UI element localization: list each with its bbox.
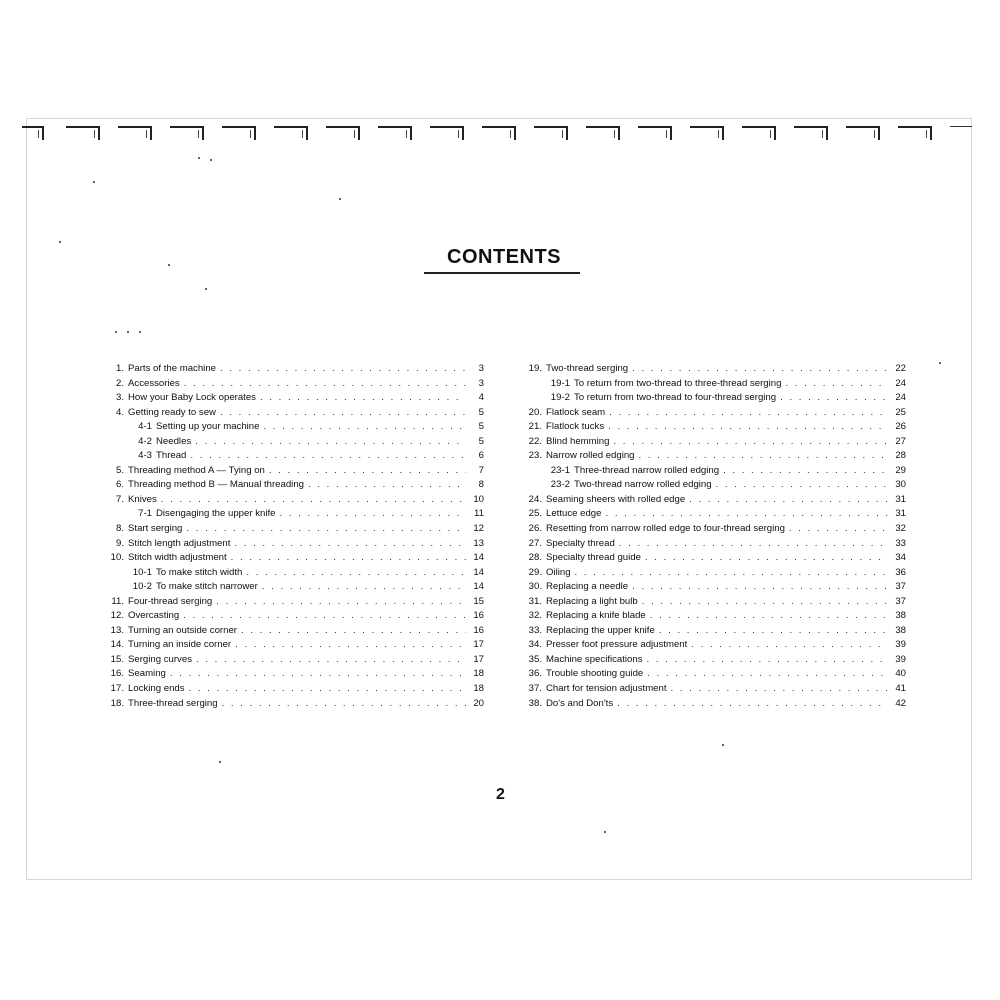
toc-entry-label: Locking ends	[128, 683, 185, 695]
toc-entry	[522, 595, 906, 610]
toc-entry-label: Turning an outside corner	[128, 624, 237, 636]
toc-entry-number: 3.	[115, 392, 124, 404]
binding-ring	[586, 126, 620, 140]
toc-entry-number: 35.	[528, 653, 542, 665]
toc-entry-page: 5	[478, 406, 484, 418]
dot-leader	[186, 522, 466, 537]
scan-speck	[198, 157, 200, 159]
toc-entry	[522, 653, 906, 668]
dot-leader	[260, 391, 466, 406]
dot-leader	[642, 595, 888, 610]
toc-entry-page: 32	[895, 523, 906, 535]
dot-leader	[222, 697, 466, 712]
dot-leader	[235, 638, 466, 653]
toc-entry-number: 10.	[110, 552, 124, 564]
toc-entry-label: To make stitch narrower	[156, 581, 258, 593]
toc-entry-page: 24	[895, 392, 906, 404]
toc-entry-page: 26	[895, 421, 906, 433]
toc-entry-page: 10	[473, 493, 484, 505]
toc-entry	[522, 624, 906, 639]
toc-entry-label: Three-thread narrow rolled edging	[574, 464, 720, 476]
toc-entry	[104, 595, 484, 610]
binding-ring	[846, 126, 880, 140]
toc-entry-number: 29.	[528, 566, 542, 578]
toc-entry-page: 16	[473, 610, 484, 622]
toc-right-column	[522, 362, 906, 711]
dot-leader	[723, 464, 888, 479]
dot-leader	[780, 391, 888, 406]
toc-entry-label: Getting ready to sew	[128, 406, 216, 418]
toc-entry	[104, 435, 484, 450]
toc-entry-number: 6.	[115, 479, 124, 491]
spiral-binding	[0, 126, 1000, 146]
toc-entry-number: 16.	[110, 668, 124, 680]
toc-entry-label: Seaming	[128, 668, 166, 680]
toc-entry-label: Replacing a light bulb	[546, 595, 638, 607]
scan-speck	[604, 831, 606, 833]
toc-entry	[104, 420, 484, 435]
binding-ring	[118, 126, 152, 140]
toc-entry	[104, 493, 484, 508]
toc-entry	[104, 507, 484, 522]
title-underline	[424, 272, 580, 274]
toc-entry-label: Lettuce edge	[546, 508, 602, 520]
toc-entry-label: Seaming sheers with rolled edge	[546, 493, 686, 505]
toc-entry-label: Replacing a needle	[546, 581, 629, 593]
toc-entry-label: Setting up your machine	[156, 421, 260, 433]
toc-entry-number: 19-1	[550, 377, 570, 389]
toc-entry-number: 4.	[115, 406, 124, 418]
toc-entry-page: 39	[895, 653, 906, 665]
dot-leader	[170, 667, 466, 682]
toc-left-column	[104, 362, 484, 711]
toc-entry	[522, 537, 906, 552]
toc-entry-label: Three-thread serging	[128, 697, 218, 709]
toc-entry	[104, 464, 484, 479]
toc-entry-number: 33.	[528, 624, 542, 636]
dot-leader	[195, 435, 466, 450]
toc-entry-page: 7	[478, 464, 484, 476]
dot-leader	[647, 667, 888, 682]
toc-entry-label: Oiling	[546, 566, 571, 578]
toc-entry	[104, 682, 484, 697]
dot-leader	[184, 377, 466, 392]
dot-leader	[189, 682, 466, 697]
toc-entry-number: 13.	[110, 624, 124, 636]
dot-leader	[639, 449, 888, 464]
toc-entry	[104, 566, 484, 581]
toc-entry-number: 34.	[528, 639, 542, 651]
toc-entry-label: Replacing a knife blade	[546, 610, 646, 622]
toc-entry-label: Serging curves	[128, 653, 192, 665]
toc-entry-page: 4	[478, 392, 484, 404]
toc-entry-label: Replacing the upper knife	[546, 624, 655, 636]
dot-leader	[263, 420, 466, 435]
binding-ring	[326, 126, 360, 140]
scan-speck	[219, 761, 221, 763]
toc-entry-label: Disengaging the upper knife	[156, 508, 276, 520]
toc-entry	[522, 435, 906, 450]
toc-entry-page: 29	[895, 464, 906, 476]
toc-entry-page: 37	[895, 581, 906, 593]
dot-leader	[575, 566, 888, 581]
dot-leader	[605, 507, 888, 522]
toc-entry	[522, 667, 906, 682]
dot-leader	[246, 566, 466, 581]
toc-entry-number: 12.	[110, 610, 124, 622]
toc-entry-label: Stitch width adjustment	[128, 552, 227, 564]
toc-entry-page: 27	[895, 435, 906, 447]
toc-entry-page: 30	[895, 479, 906, 491]
toc-entry-page: 39	[895, 639, 906, 651]
binding-ring	[638, 126, 672, 140]
toc-entry-page: 36	[895, 566, 906, 578]
toc-entry-number: 4-3	[138, 450, 152, 462]
toc-entry	[104, 362, 484, 377]
toc-entry-page: 13	[473, 537, 484, 549]
toc-entry-label: Blind hemming	[546, 435, 610, 447]
toc-entry-number: 27.	[528, 537, 542, 549]
toc-entry-page: 31	[895, 493, 906, 505]
toc-entry	[104, 406, 484, 421]
toc-entry-page: 14	[473, 552, 484, 564]
dot-leader	[617, 697, 888, 712]
dot-leader	[645, 551, 888, 566]
scan-speck	[210, 159, 212, 161]
dot-leader	[609, 406, 888, 421]
toc-entry-number: 8.	[115, 523, 124, 535]
toc-entry-label: Specialty thread guide	[546, 552, 641, 564]
toc-entry-label: Threading method A — Tying on	[128, 464, 265, 476]
toc-entry-page: 5	[478, 421, 484, 433]
dot-leader	[691, 638, 888, 653]
toc-entry-number: 7-1	[138, 508, 152, 520]
toc-entry-number: 23-2	[550, 479, 570, 491]
toc-entry-number: 36.	[528, 668, 542, 680]
toc-entry-number: 21.	[528, 421, 542, 433]
dot-leader	[279, 507, 466, 522]
toc-entry-label: Narrow rolled edging	[546, 450, 635, 462]
dot-leader	[659, 624, 888, 639]
toc-entry-page: 22	[895, 363, 906, 374]
dot-leader	[161, 493, 466, 508]
toc-entry-number: 15.	[110, 653, 124, 665]
toc-entry	[104, 667, 484, 682]
toc-entry-label: Overcasting	[128, 610, 180, 622]
dot-leader	[269, 464, 466, 479]
toc-entry-number: 30.	[528, 581, 542, 593]
toc-entry-label: To make stitch width	[156, 566, 243, 578]
toc-entry	[522, 638, 906, 653]
toc-entry-page: 17	[473, 639, 484, 651]
scan-speck	[722, 744, 724, 746]
toc-entry-page: 12	[473, 523, 484, 535]
toc-entry-number: 23-1	[550, 464, 570, 476]
binding-ring	[794, 126, 828, 140]
binding-ring	[742, 126, 776, 140]
toc-entry-page: 16	[473, 624, 484, 636]
toc-entry	[522, 449, 906, 464]
binding-ring	[482, 126, 516, 140]
toc-entry-number: 19-2	[550, 392, 570, 404]
toc-entry-page: 14	[473, 566, 484, 578]
binding-ring	[898, 126, 932, 140]
toc-entry-page: 11	[474, 508, 484, 520]
scan-speck	[93, 181, 95, 183]
scan-speck	[205, 288, 207, 290]
toc-entry	[522, 377, 906, 392]
toc-entry-label: Flatlock seam	[546, 406, 606, 418]
dot-leader	[183, 609, 466, 624]
toc-entry-page: 17	[473, 653, 484, 665]
toc-entry-label: Two-thread narrow rolled edging	[574, 479, 712, 491]
dot-leader	[689, 493, 888, 508]
dot-leader	[608, 420, 888, 435]
dot-leader	[789, 522, 888, 537]
toc-entry-number: 25.	[528, 508, 542, 520]
toc-entry-page: 3	[478, 363, 484, 374]
scan-speck	[59, 241, 61, 243]
toc-entry-page: 20	[473, 697, 484, 709]
toc-entry-page: 3	[478, 377, 484, 389]
toc-entry-number: 28.	[528, 552, 542, 564]
toc-entry-label: Accessories	[128, 377, 180, 389]
dot-leader	[241, 624, 466, 639]
toc-entry-number: 11.	[111, 595, 124, 607]
scan-speck	[939, 362, 941, 364]
toc-entry-page: 38	[895, 624, 906, 636]
toc-entry-label: Thread	[156, 450, 187, 462]
toc-entry-page: 31	[895, 508, 906, 520]
binding-ring	[378, 126, 412, 140]
toc-entry-number: 2.	[115, 377, 124, 389]
toc-entry-label: Specialty thread	[546, 537, 615, 549]
toc-entry-page: 42	[895, 697, 906, 709]
dot-leader	[716, 478, 888, 493]
toc-entry-label: Parts of the machine	[128, 363, 216, 374]
dot-leader	[632, 362, 888, 377]
dot-leader	[613, 435, 888, 450]
toc-entry-number: 5.	[115, 464, 124, 476]
dot-leader	[220, 406, 466, 421]
toc-entry-number: 22.	[528, 435, 542, 447]
toc-entry-label: Do's and Don'ts	[546, 697, 614, 709]
toc-entry-label: To return from two-thread to four-thread serging	[574, 392, 777, 404]
toc-entry-label: Knives	[128, 493, 157, 505]
toc-entry-label: Four-thread serging	[128, 595, 213, 607]
toc-entry	[522, 566, 906, 581]
toc-entry-page: 33	[895, 537, 906, 549]
scan-speck	[115, 331, 117, 333]
toc-entry-number: 32.	[528, 610, 542, 622]
toc-entry-page: 34	[895, 552, 906, 564]
toc-entry	[522, 391, 906, 406]
toc-entry-label: Threading method B — Manual threading	[128, 479, 304, 491]
toc-entry	[522, 478, 906, 493]
toc-entry	[522, 697, 906, 712]
toc-entry	[522, 362, 906, 377]
toc-entry-page: 40	[895, 668, 906, 680]
toc-entry-label: Turning an inside corner	[128, 639, 232, 651]
toc-entry-number: 14.	[110, 639, 124, 651]
toc-entry-label: Resetting from narrow rolled edge to four-thread serging	[546, 523, 785, 535]
toc-entry-page: 18	[473, 683, 484, 695]
toc-entry-label: Two-thread serging	[546, 363, 629, 374]
toc-entry-number: 4-1	[138, 421, 152, 433]
binding-end	[950, 126, 972, 127]
toc-entry	[104, 449, 484, 464]
toc-entry-label: Stitch length adjustment	[128, 537, 231, 549]
toc-entry	[104, 391, 484, 406]
dot-leader	[196, 653, 466, 668]
page-number: 2	[496, 786, 505, 803]
toc-entry-label: Needles	[156, 435, 192, 447]
toc-entry	[522, 406, 906, 421]
dot-leader	[308, 478, 466, 493]
toc-entry-page: 28	[895, 450, 906, 462]
toc-entry	[522, 420, 906, 435]
binding-ring	[274, 126, 308, 140]
toc-entry-number: 26.	[528, 523, 542, 535]
toc-entry	[104, 522, 484, 537]
toc-entry	[104, 580, 484, 595]
toc-entry	[522, 551, 906, 566]
toc-entry-page: 6	[478, 450, 484, 462]
toc-entry-number: 10-1	[132, 566, 152, 578]
toc-entry-number: 24.	[528, 493, 542, 505]
toc-entry-number: 18.	[110, 697, 124, 709]
toc-entry-page: 18	[473, 668, 484, 680]
toc-entry-number: 31.	[528, 595, 542, 607]
binding-ring	[534, 126, 568, 140]
toc-entry	[522, 580, 906, 595]
dot-leader	[262, 580, 466, 595]
toc-entry-number: 4-2	[138, 435, 152, 447]
toc-entry-label: To return from two-thread to three-thread serging	[574, 377, 782, 389]
binding-ring	[222, 126, 256, 140]
toc-entry	[522, 522, 906, 537]
toc-entry-page: 38	[895, 610, 906, 622]
contents-title: CONTENTS	[447, 246, 561, 268]
toc-entry-label: Machine specifications	[546, 653, 643, 665]
binding-ring	[22, 126, 44, 140]
toc-entry	[104, 551, 484, 566]
toc-entry-label: Chart for tension adjustment	[546, 683, 667, 695]
toc-entry	[104, 537, 484, 552]
toc-entry	[104, 624, 484, 639]
dot-leader	[234, 537, 466, 552]
toc-entry-page: 14	[473, 581, 484, 593]
binding-ring	[690, 126, 724, 140]
binding-ring	[430, 126, 464, 140]
binding-ring	[66, 126, 100, 140]
toc-entry	[104, 653, 484, 668]
toc-entry-page: 24	[895, 377, 906, 389]
dot-leader	[785, 377, 888, 392]
dot-leader	[216, 595, 466, 610]
dot-leader	[220, 362, 466, 377]
toc-entry	[522, 507, 906, 522]
toc-entry-number: 19.	[528, 363, 542, 374]
toc-entry-number: 23.	[528, 450, 542, 462]
toc-entry-label: Start serging	[128, 523, 183, 535]
toc-entry-number: 7.	[115, 493, 124, 505]
toc-entry	[522, 493, 906, 508]
toc-entry-page: 8	[478, 479, 484, 491]
toc-entry-page: 37	[895, 595, 906, 607]
toc-entry	[522, 464, 906, 479]
dot-leader	[650, 609, 888, 624]
binding-ring	[170, 126, 204, 140]
scan-speck	[168, 264, 170, 266]
dot-leader	[671, 682, 888, 697]
dot-leader	[632, 580, 888, 595]
toc-entry	[104, 697, 484, 712]
toc-entry-number: 9.	[115, 537, 124, 549]
toc-entry	[104, 377, 484, 392]
toc-entry	[522, 682, 906, 697]
toc-entry-page: 15	[473, 595, 484, 607]
toc-entry-label: Flatlock tucks	[546, 421, 605, 433]
toc-entry-page: 41	[895, 683, 906, 695]
toc-entry-page: 5	[478, 435, 484, 447]
scan-speck	[139, 331, 141, 333]
toc-entry	[104, 638, 484, 653]
toc-entry-label: How your Baby Lock operates	[128, 392, 256, 404]
scan-speck	[339, 198, 341, 200]
toc-entry-number: 17.	[110, 683, 124, 695]
toc-entry-label: Presser foot pressure adjustment	[546, 639, 688, 651]
toc-entry-number: 1.	[115, 363, 124, 374]
dot-leader	[647, 653, 888, 668]
toc-entry-page: 25	[895, 406, 906, 418]
toc-entry-number: 37.	[528, 683, 542, 695]
toc-entry-label: Trouble shooting guide	[546, 668, 644, 680]
toc-entry	[104, 609, 484, 624]
dot-leader	[231, 551, 466, 566]
dot-leader	[619, 537, 888, 552]
toc-entry-number: 10-2	[132, 581, 152, 593]
toc-entry-number: 38.	[528, 697, 542, 709]
toc-entry-number: 20.	[528, 406, 542, 418]
dot-leader	[190, 449, 466, 464]
toc-entry	[104, 478, 484, 493]
toc-entry	[522, 609, 906, 624]
scan-speck	[127, 331, 129, 333]
